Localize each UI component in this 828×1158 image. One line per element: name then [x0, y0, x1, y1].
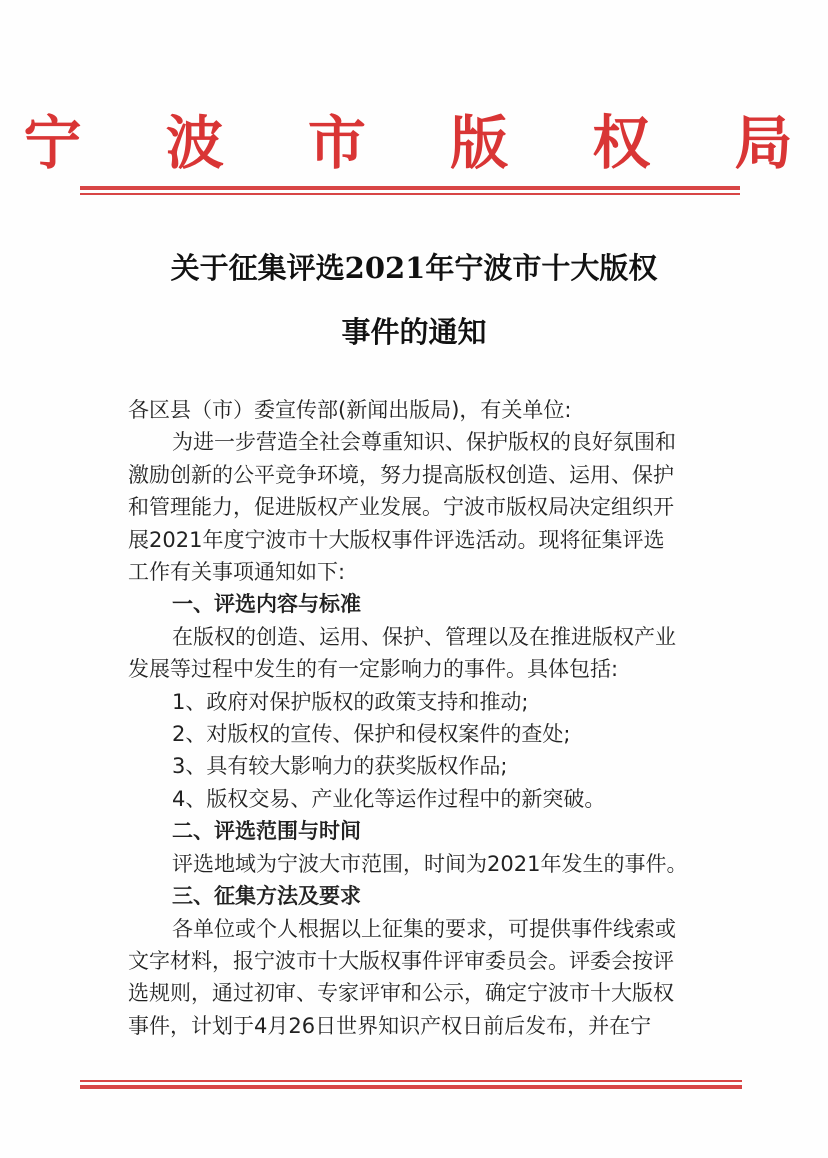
- body-line: 选规则，通过初审、专家评审和公示，确定宁波市十大版权: [128, 981, 674, 1006]
- section-heading: 一、评选内容与标准: [172, 592, 361, 617]
- body-line: 为进一步营造全社会尊重知识、保护版权的良好氛围和: [172, 430, 676, 455]
- issuer-masthead: 宁 波 市 版 权 局: [23, 109, 825, 177]
- footer-rule-thin: [80, 1080, 742, 1082]
- body-line: 2、对版权的宣传、保护和侵权案件的查处;: [172, 722, 571, 747]
- body-line: 各单位或个人根据以上征集的要求，可提供事件线索或: [172, 916, 676, 941]
- section-heading: 三、征集方法及要求: [172, 884, 361, 909]
- section-heading: 二、评选范围与时间: [172, 819, 361, 844]
- header-rule-thick: [80, 186, 740, 190]
- footer-rule-thick: [80, 1085, 742, 1089]
- body-line: 4、版权交易、产业化等运作过程中的新突破。: [172, 786, 606, 811]
- header-rule-thin: [80, 193, 740, 195]
- notice-body: [128, 394, 728, 1042]
- body-line: 展2021年度宁波市十大版权事件评选活动。现将征集评选: [128, 527, 665, 552]
- body-line: 事件，计划于4月26日世界知识产权日前后发布，并在宁: [128, 1013, 652, 1038]
- body-line: 和管理能力，促进版权产业发展。宁波市版权局决定组织开: [128, 495, 674, 520]
- body-line: 各区县（市）委宣传部(新闻出版局)，有关单位:: [128, 398, 572, 422]
- body-line: 3、具有较大影响力的获奖版权作品;: [172, 754, 508, 779]
- notice-title-line-2: 事件的通知: [341, 315, 487, 349]
- body-line: 发展等过程中发生的有一定影响力的事件。具体包括:: [128, 657, 619, 682]
- body-line: 激励创新的公平竞争环境，努力提高版权创造、运用、保护: [128, 462, 674, 487]
- body-line: 在版权的创造、运用、保护、管理以及在推进版权产业: [172, 624, 676, 649]
- body-line: 工作有关事项通知如下:: [128, 560, 346, 585]
- body-line: 评选地域为宁波大市范围，时间为2021年发生的事件。: [172, 851, 688, 876]
- body-line: 1、政府对保护版权的政策支持和推动;: [172, 689, 529, 714]
- body-line: 文字材料，报宁波市十大版权事件评审委员会。评委会按评: [128, 948, 674, 973]
- notice-title-line-1: 关于征集评选2021年宁波市十大版权: [170, 251, 658, 285]
